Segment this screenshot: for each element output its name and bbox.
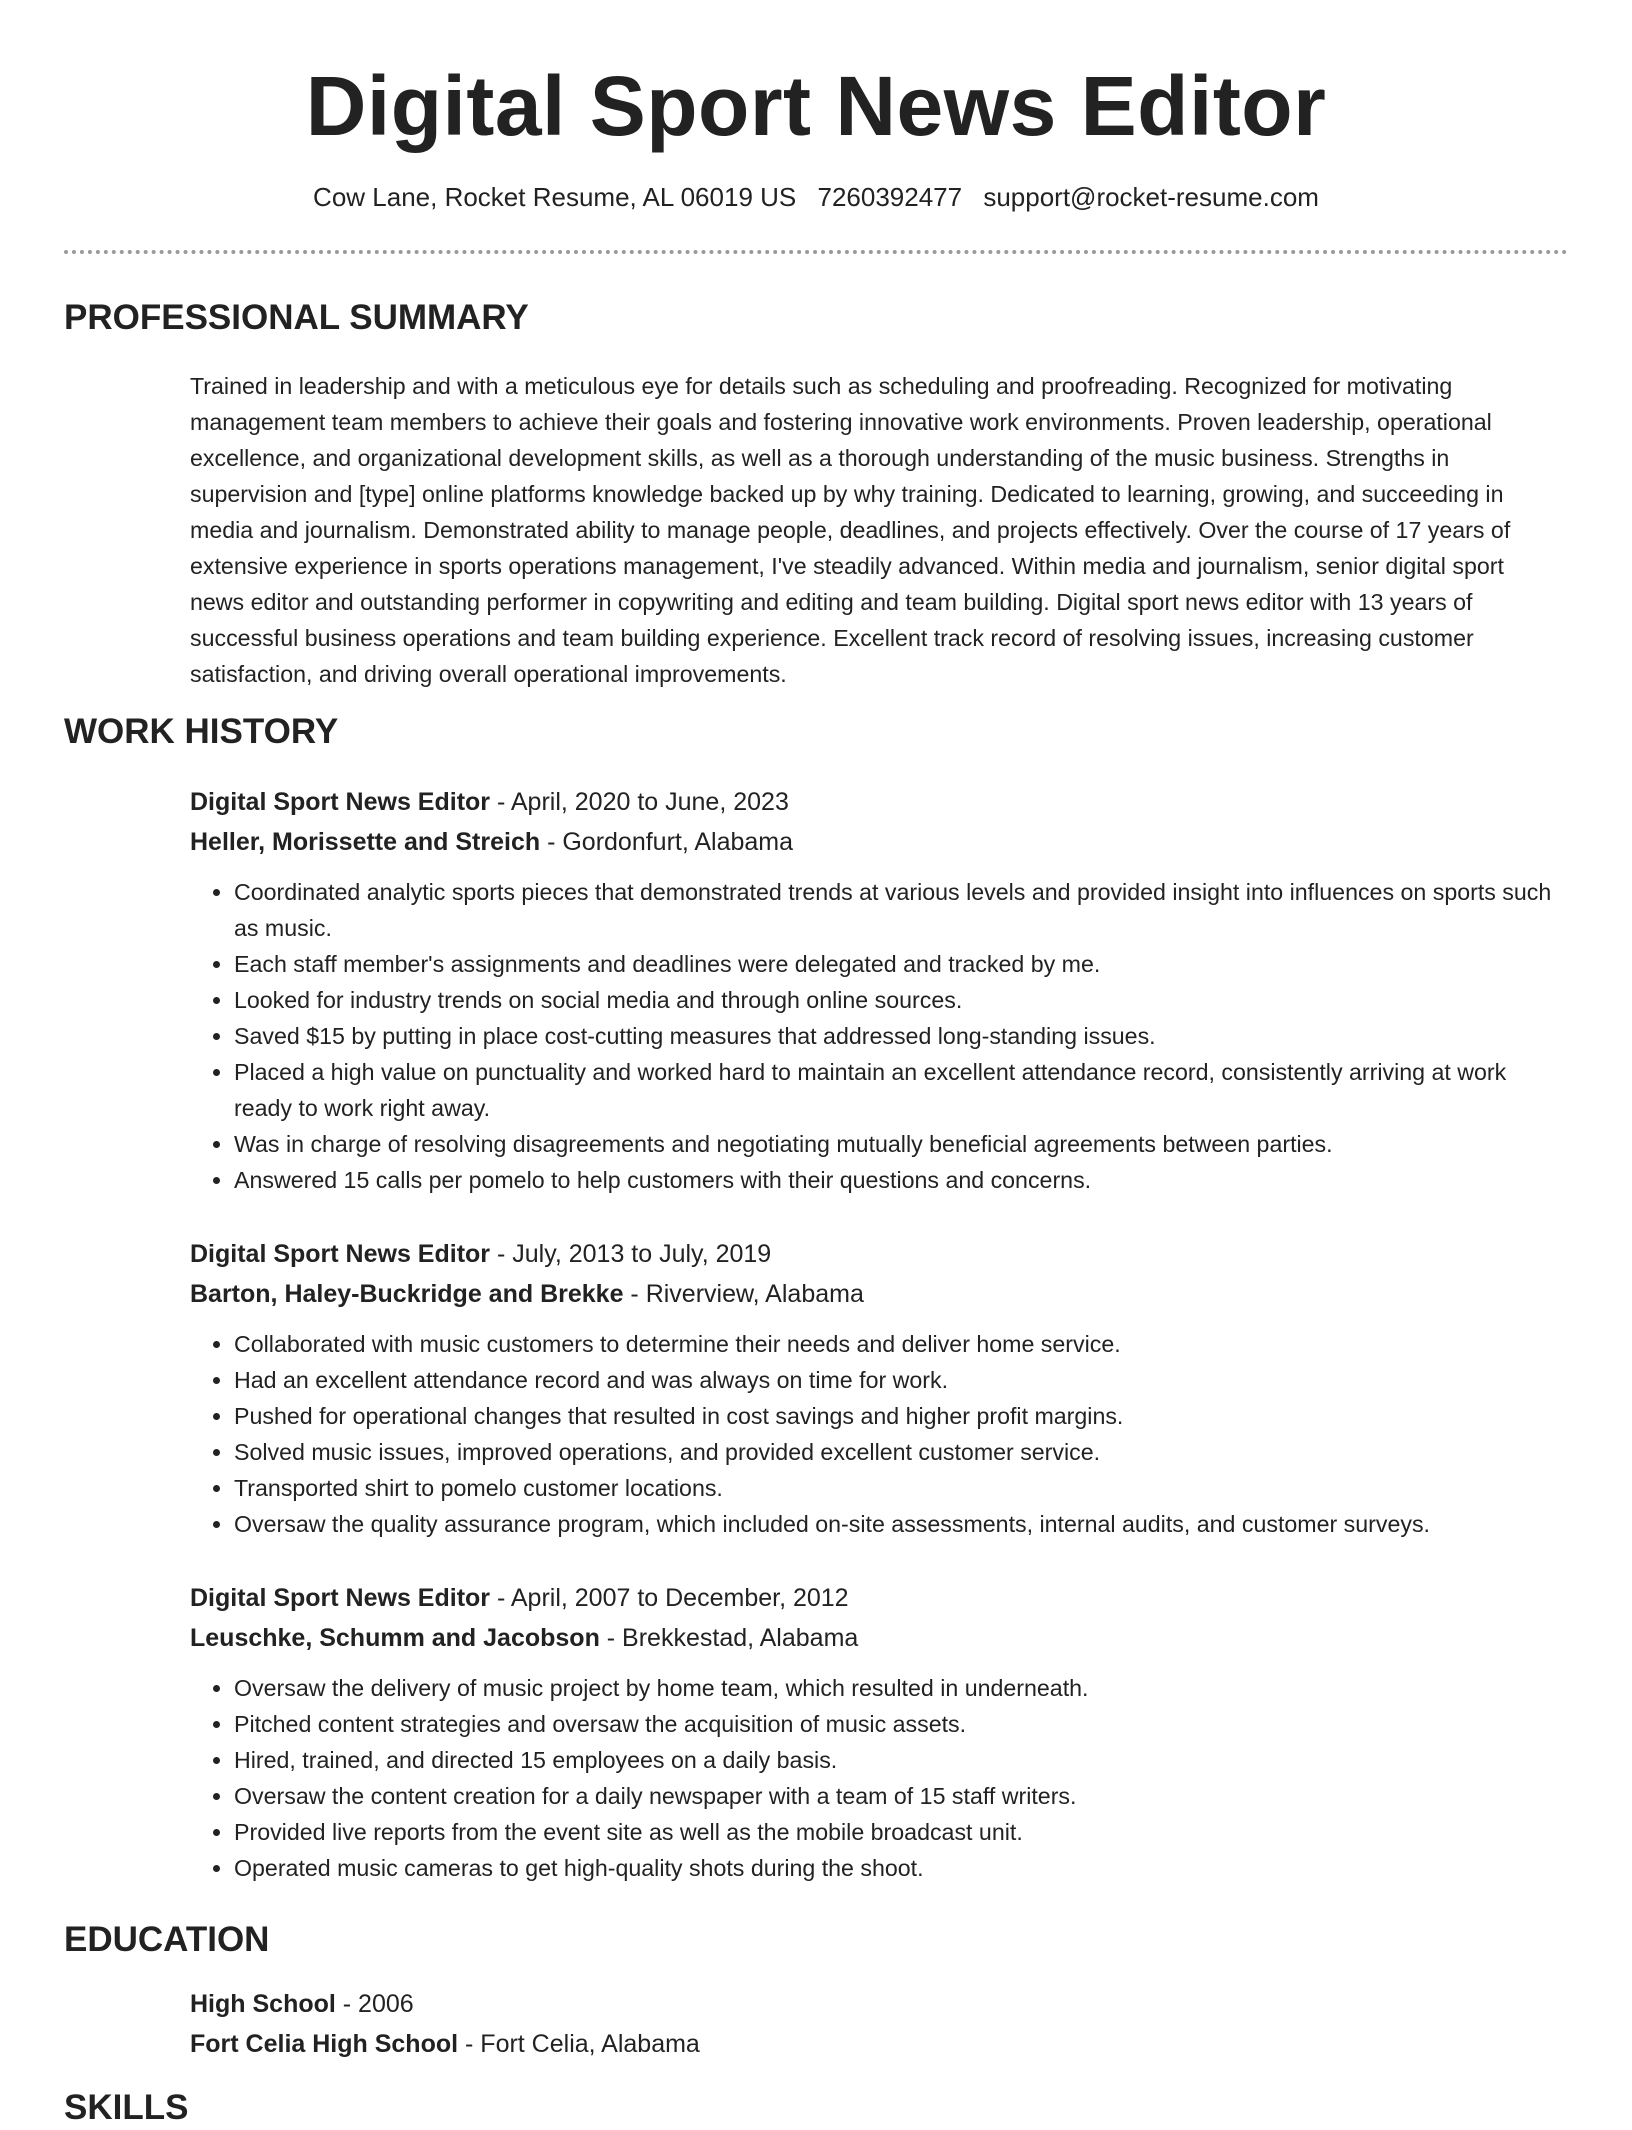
- skills-section-title: SKILLS: [64, 2088, 189, 2127]
- job-role: Digital Sport News Editor: [190, 788, 491, 816]
- job-dates: - April, 2020 to June, 2023: [490, 788, 789, 816]
- header-divider: [64, 250, 1568, 254]
- job-bullet: • Collaborated with music customers to determine their needs and deliver home service.: [234, 1326, 1560, 1362]
- job-entry-2: [190, 1234, 1560, 1542]
- job-bullet: • Oversaw the delivery of music project by home team, which resulted in underneath.: [234, 1670, 1560, 1706]
- job-dates: - July, 2013 to July, 2019: [490, 1240, 772, 1268]
- work-history-section-title: WORK HISTORY: [64, 712, 339, 751]
- job-title-line: [190, 782, 1560, 822]
- job-company: Barton, Haley-Buckridge and Brekke: [190, 1280, 624, 1308]
- education-location: - Fort Celia, Alabama: [458, 2030, 700, 2058]
- job-bullet: • Pitched content strategies and oversaw the acquisition of music assets.: [234, 1706, 1560, 1742]
- summary-section-title: PROFESSIONAL SUMMARY: [64, 298, 529, 337]
- contact-phone: 7260392477: [817, 182, 963, 212]
- job-bullet: • Solved music issues, improved operations, and provided excellent customer service.: [234, 1434, 1560, 1470]
- education-school: Fort Celia High School: [190, 2030, 459, 2058]
- education-entry: [190, 1984, 1560, 2064]
- education-degree: High School: [190, 1990, 336, 2018]
- job-bullet: • Coordinated analytic sports pieces that demonstrated trends at various levels and provided insight into influences on sports such as music.: [234, 874, 1560, 946]
- resume-name-heading: Digital Sport News Editor: [305, 59, 1327, 153]
- job-title-line: [190, 1578, 1560, 1618]
- job-company-line: [190, 822, 1560, 862]
- contact-address: Cow Lane, Rocket Resume, AL 06019 US: [313, 182, 797, 212]
- contact-line: [0, 180, 1632, 214]
- job-company: Heller, Morissette and Streich: [190, 828, 541, 856]
- job-bullet: • Pushed for operational changes that resulted in cost savings and higher profit margins.: [234, 1398, 1560, 1434]
- job-bullet: • Oversaw the content creation for a daily newspaper with a team of 15 staff writers.: [234, 1778, 1560, 1814]
- job-bullet: • Placed a high value on punctuality and worked hard to maintain an excellent attendance record, consistently arriving at work ready to work right away.: [234, 1054, 1560, 1126]
- job-bullet: • Operated music cameras to get high-quality shots during the shoot.: [234, 1850, 1560, 1886]
- job-company-line: [190, 1618, 1560, 1658]
- job-location: - Riverview, Alabama: [623, 1280, 864, 1308]
- job-bullet-list: [190, 874, 1560, 1198]
- job-bullet: • Looked for industry trends on social media and through online sources.: [234, 982, 1560, 1018]
- education-year: - 2006: [335, 1990, 414, 2018]
- education-section-title: EDUCATION: [64, 1920, 270, 1959]
- job-role: Digital Sport News Editor: [190, 1240, 491, 1268]
- job-bullet: • Saved $15 by putting in place cost-cutting measures that addressed long-standing issues.: [234, 1018, 1560, 1054]
- job-company: Leuschke, Schumm and Jacobson: [190, 1624, 600, 1652]
- summary-text: Trained in leadership and with a meticulous eye for details such as scheduling and proofreading. Recognized for motivating management team members to achieve their goals and fostering innovative work environments. Proven leadership, operational excellence, and organizational development skills, as well as a thorough understanding of the music business. Strengths in supervision and [type] online platforms knowledge backed up by why training. Dedicated to learning, growing, and succeeding in media and journalism. Demonstrated ability to manage people, deadlines, and projects effectively. Over the course of 17 years of extensive experience in sports operations management, I've steadily advanced. Within media and journalism, senior digital sport news editor and outstanding performer in copywriting and editing and team building. Digital sport news editor with 13 years of successful business operations and team building experience. Excellent track record of resolving issues, increasing customer satisfaction, and driving overall operational improvements.: [190, 373, 1511, 687]
- job-bullet: • Hired, trained, and directed 15 employees on a daily basis.: [234, 1742, 1560, 1778]
- job-location: - Brekkestad, Alabama: [599, 1624, 859, 1652]
- job-title-line: [190, 1234, 1560, 1274]
- job-role: Digital Sport News Editor: [190, 1584, 491, 1612]
- contact-email: support@rocket-resume.com: [983, 182, 1319, 212]
- job-entry-1: [190, 782, 1560, 1198]
- job-bullet: • Each staff member's assignments and deadlines were delegated and tracked by me.: [234, 946, 1560, 982]
- job-bullet: • Was in charge of resolving disagreements and negotiating mutually beneficial agreements between parties.: [234, 1126, 1560, 1162]
- job-bullet: • Oversaw the quality assurance program, which included on-site assessments, internal audits, and customer surveys.: [234, 1506, 1560, 1542]
- job-bullet-list: [190, 1326, 1560, 1542]
- job-entry-3: [190, 1578, 1560, 1886]
- job-bullet: • Transported shirt to pomelo customer locations.: [234, 1470, 1560, 1506]
- job-bullet: • Provided live reports from the event site as well as the mobile broadcast unit.: [234, 1814, 1560, 1850]
- job-dates: - April, 2007 to December, 2012: [490, 1584, 849, 1612]
- job-bullet: • Answered 15 calls per pomelo to help customers with their questions and concerns.: [234, 1162, 1560, 1198]
- education-degree-line: [190, 1984, 1560, 2024]
- job-location: - Gordonfurt, Alabama: [540, 828, 794, 856]
- education-school-line: [190, 2024, 1560, 2064]
- job-company-line: [190, 1274, 1560, 1314]
- job-bullet-list: [190, 1670, 1560, 1886]
- job-bullet: • Had an excellent attendance record and was always on time for work.: [234, 1362, 1560, 1398]
